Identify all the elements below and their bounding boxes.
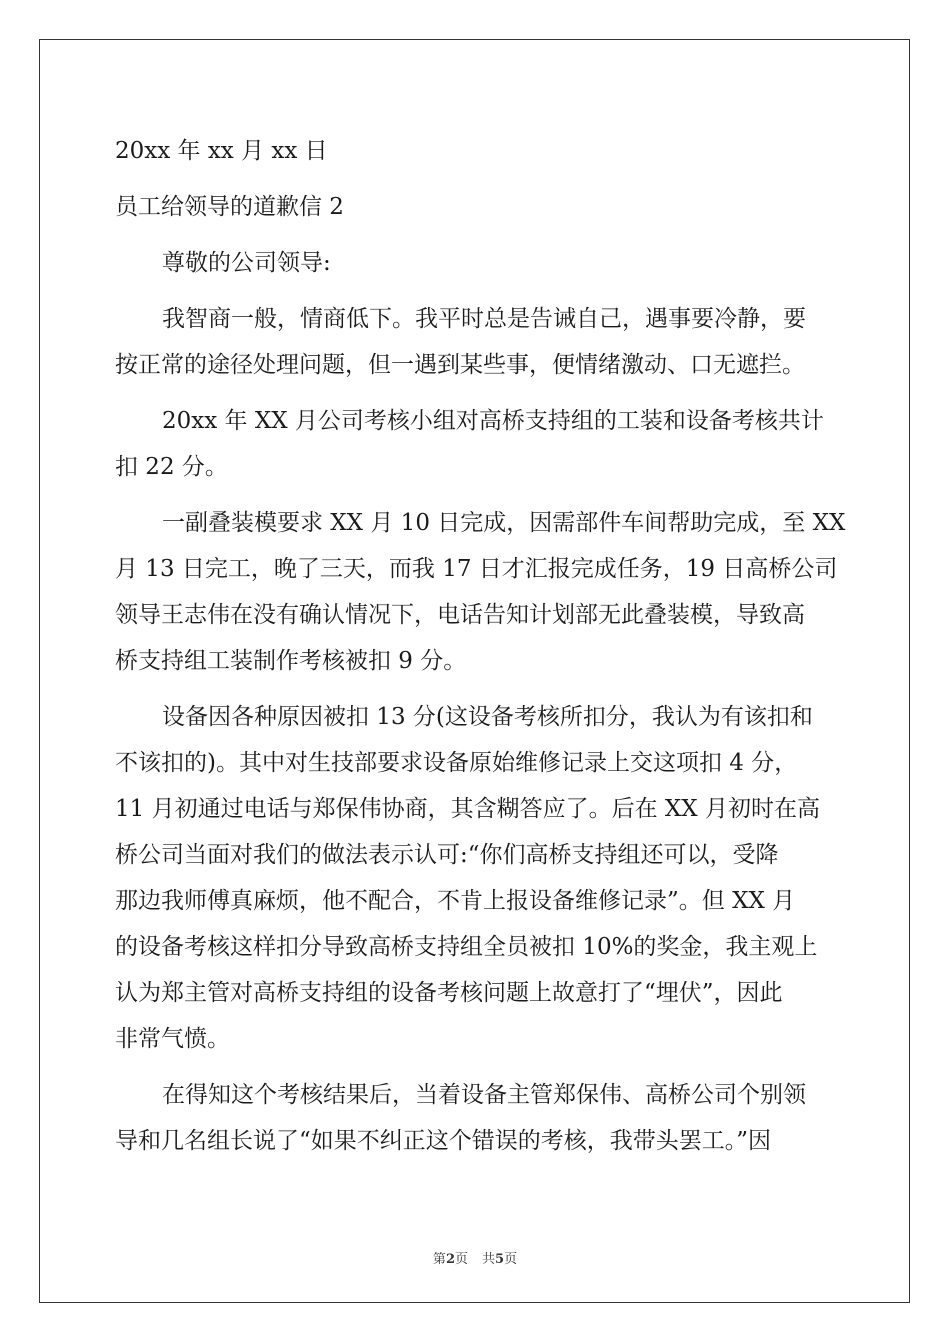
paragraph-line: 那边我师傅真麻烦，他不配合，不肯上报设备维修记录”。但 XX 月	[115, 888, 796, 914]
paragraph-2	[115, 398, 835, 490]
page-prefix: 第	[432, 1252, 446, 1267]
paragraph-line: 非常气愤。	[115, 1026, 230, 1052]
paragraph-line: 11 月初通过电话与郑保伟协商，其含糊答应了。后在 XX 月初时在高	[115, 796, 820, 822]
paragraph-3	[115, 500, 846, 684]
total-suffix: 页	[504, 1252, 518, 1267]
paragraph-line: 桥公司当面对我们的做法表示认可:“你们高桥支持组还可以，受降	[115, 842, 779, 868]
paragraph-line: 20xx 年 XX 月公司考核小组对高桥支持组的工装和设备考核共计	[162, 408, 824, 434]
paragraph-line: 我智商一般，情商低下。我平时总是告诫自己，遇事要冷静，要	[162, 306, 806, 332]
paragraph-line: 月 13 日完工，晚了三天，而我 17 日才汇报完成任务，19 日高桥公司	[115, 556, 838, 582]
paragraph-line: 桥支持组工装制作考核被扣 9 分。	[115, 648, 467, 674]
page-suffix: 页	[454, 1252, 468, 1267]
paragraph-4	[115, 694, 835, 1062]
paragraph-line: 按正常的途径处理问题，但一遇到某些事，便情绪激动、口无遮拦。	[115, 352, 805, 378]
page-footer	[0, 1248, 950, 1267]
letter-body	[115, 128, 846, 1174]
paragraph-line: 扣 22 分。	[115, 454, 228, 480]
paragraph-line: 导和几名组长说了“如果不纠正这个错误的考核，我带头罢工。”因	[115, 1128, 772, 1154]
page-current: 2	[445, 1252, 455, 1267]
paragraph-5	[115, 1072, 835, 1164]
paragraph-line: 设备因各种原因被扣 13 分(这设备考核所扣分，我认为有该扣和	[162, 704, 813, 730]
paragraph-line: 不该扣的)。其中对生技部要求设备原始维修记录上交这项扣 4 分，	[115, 750, 798, 776]
paragraph-line: 领导王志伟在没有确认情况下，电话告知计划部无此叠装模，导致高	[115, 602, 805, 628]
letter-title: 员工给领导的道歉信 2	[115, 194, 344, 220]
greeting: 尊敬的公司领导:	[162, 250, 331, 276]
paragraph-line: 一副叠装模要求 XX 月 10 日完成，因需部件车间帮助完成，至 XX	[162, 510, 846, 536]
paragraph-1	[115, 296, 835, 388]
page-total: 5	[495, 1252, 505, 1267]
paragraph-line: 的设备考核这样扣分导致高桥支持组全员被扣 10%的奖金，我主观上	[115, 934, 818, 960]
paragraph-line: 在得知这个考核结果后，当着设备主管郑保伟、高桥公司个别领	[162, 1082, 806, 1108]
total-prefix: 共	[482, 1252, 496, 1267]
paragraph-line: 认为郑主管对高桥支持组的设备考核问题上故意打了“埋伏”，因此	[115, 980, 783, 1006]
date-line: 20xx 年 xx 月 xx 日	[115, 138, 328, 164]
